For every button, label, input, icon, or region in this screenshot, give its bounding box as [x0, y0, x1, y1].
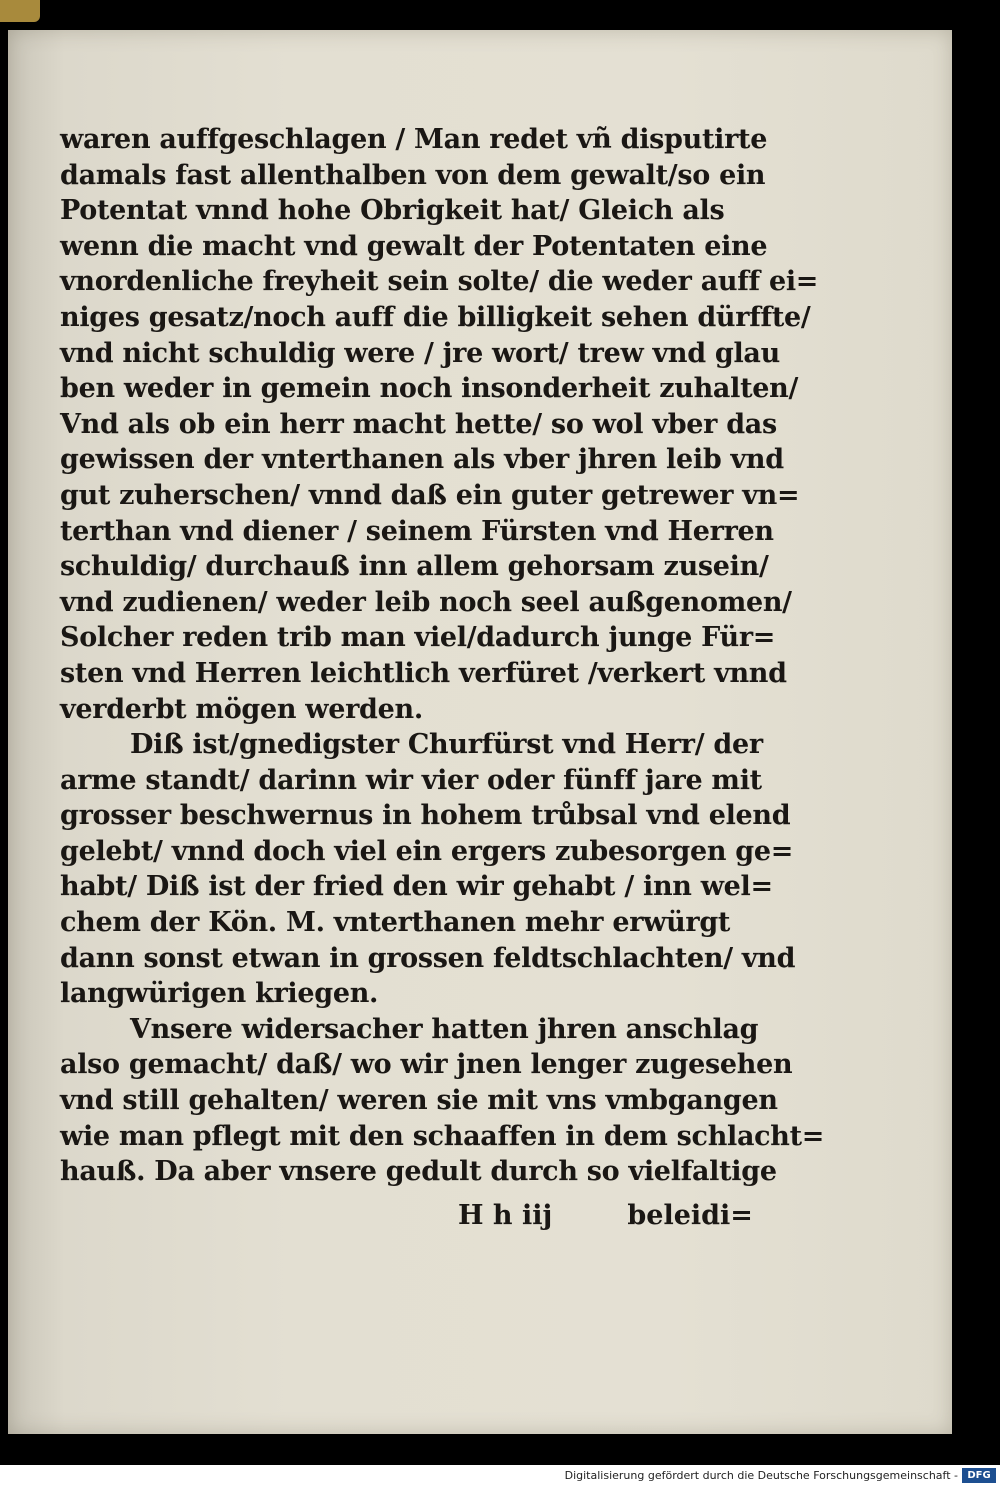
text-line: wie man pflegt mit den schaaffen in dem schlacht= — [60, 1120, 825, 1152]
signature-row — [458, 1200, 758, 1231]
text-line: Vnd als ob ein herr macht hette/ so wol vber das — [60, 408, 777, 440]
text-line: vnd still gehalten/ weren sie mit vns vmbgangen — [60, 1085, 778, 1117]
text-line: habt/ Diß ist der fried den wir gehabt / inn wel= — [60, 871, 773, 903]
text-line: verderbt mögen werden. — [60, 693, 423, 725]
text-line: grosser beschwernus in hohem trůbsal vnd elend — [60, 800, 791, 832]
corner-color-mark — [0, 0, 40, 22]
text-line: wenn die macht vnd gewalt der Potentaten eine — [60, 230, 768, 262]
text-line: ben weder in gemein noch insonderheit zuhalten/ — [60, 373, 799, 405]
text-line: sten vnd Herren leichtlich verfüret /verkert vnnd — [60, 657, 787, 689]
text-line: hauß. Da aber vnsere gedult durch so vielfaltige — [60, 1156, 777, 1188]
text-line: vnd zudienen/ weder leib noch seel außgenomen/ — [60, 586, 792, 618]
text-line: arme standt/ darinn wir vier oder fünff jare mit — [60, 764, 762, 796]
text-line: dann sonst etwan in grossen feldtschlachten/ vnd — [60, 942, 796, 974]
text-line: niges gesatz/noch auff die billigkeit sehen dürffte/ — [60, 301, 811, 333]
page-text — [60, 122, 825, 1190]
text-line: Solcher reden trib man viel/dadurch junge Für= — [60, 622, 776, 654]
text-line: Diß ist/gnedigster Churfürst vnd Herr/ der — [130, 729, 763, 761]
text-line: gelebt/ vnnd doch viel ein ergers zubesorgen ge= — [60, 835, 794, 867]
text-line: schuldig/ durchauß inn allem gehorsam zusein/ — [60, 551, 769, 583]
text-line: gut zuherschen/ vnnd daß ein guter getrewer vn= — [60, 479, 800, 511]
text-line: gewissen der vnterthanen als vber jhren leib vnd — [60, 444, 784, 476]
book-page — [8, 30, 952, 1434]
text-line: damals fast allenthalben von dem gewalt/so ein — [60, 159, 766, 191]
dfg-logo: DFG — [962, 1468, 996, 1483]
text-line: also gemacht/ daß/ wo wir jnen lenger zugesehen — [60, 1049, 793, 1081]
signature-mark: H h iij — [458, 1200, 553, 1231]
footer-bar — [0, 1465, 1000, 1487]
footer-credit: Digitalisierung gefördert durch die Deutsche Forschungsgemeinschaft - — [564, 1469, 958, 1482]
text-line: terthan vnd diener / seinem Fürsten vnd Herren — [60, 515, 774, 547]
text-line: Vnsere widersacher hatten jhren anschlag — [130, 1013, 759, 1045]
text-line: vnd nicht schuldig were / jre wort/ trew vnd glau — [60, 337, 780, 369]
text-line: langwürigen kriegen. — [60, 978, 379, 1010]
text-line: chem der Kön. M. vnterthanen mehr erwürgt — [60, 907, 731, 939]
text-line: Potentat vnnd hohe Obrigkeit hat/ Gleich als — [60, 195, 725, 227]
text-line: waren auffgeschlagen / Man redet vñ disputirte — [60, 124, 768, 155]
text-line: vnordenliche freyheit sein solte/ die weder auff ei= — [60, 266, 819, 298]
catchword: beleidi= — [627, 1200, 753, 1231]
